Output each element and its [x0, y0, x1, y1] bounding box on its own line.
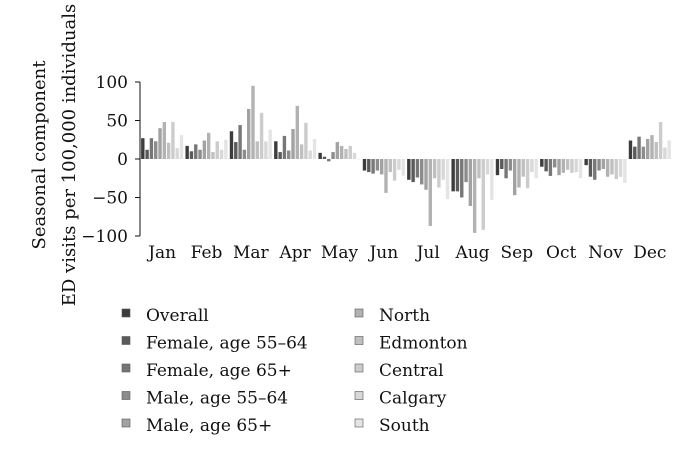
bar	[553, 159, 556, 167]
bar	[357, 159, 360, 160]
legend-swatch	[355, 419, 363, 427]
bar	[309, 151, 312, 159]
legend-label: North	[379, 306, 431, 326]
legend-swatch	[122, 364, 130, 372]
bar	[203, 141, 206, 159]
bar	[562, 159, 565, 173]
legend-label: Edmonton	[379, 333, 468, 354]
bar	[163, 122, 166, 159]
legend-label: Male, age 65+	[146, 416, 273, 436]
y-tick-label: −100	[81, 227, 128, 247]
bar	[593, 159, 596, 180]
legend-label: Calgary	[379, 388, 447, 409]
bar	[353, 153, 356, 159]
bar	[190, 151, 193, 159]
bar	[220, 150, 223, 159]
x-tick-label: Nov	[588, 243, 623, 263]
bar	[327, 159, 330, 161]
bar	[234, 142, 237, 159]
bar	[300, 144, 303, 159]
bar	[629, 141, 632, 159]
y-tick-label: −50	[92, 188, 128, 209]
bar	[464, 159, 467, 182]
bar	[185, 146, 188, 159]
bar	[424, 159, 427, 190]
bar	[340, 146, 343, 159]
legend	[122, 306, 468, 436]
bar	[437, 159, 440, 187]
bar	[420, 159, 423, 184]
bar	[230, 131, 233, 159]
bar	[584, 159, 587, 165]
legend-swatch	[355, 392, 363, 400]
bar	[331, 152, 334, 159]
bar	[247, 109, 250, 159]
bar	[500, 159, 503, 169]
bar	[540, 159, 543, 167]
bar	[141, 138, 144, 159]
bar	[637, 137, 640, 159]
bar	[486, 159, 489, 174]
legend-label: Female, age 55–64	[146, 333, 308, 354]
bar	[589, 159, 592, 177]
bar	[615, 159, 618, 179]
x-tick-label: Sep	[500, 243, 534, 263]
bar	[646, 139, 649, 159]
bar	[522, 159, 525, 177]
y-axis-label-line2: ED visits per 100,000 individuals	[59, 3, 80, 307]
bar	[606, 159, 609, 177]
y-axis-label-line1: Seasonal component	[29, 60, 50, 250]
bar	[243, 150, 246, 159]
bar	[530, 159, 533, 172]
x-tick-label: Feb	[190, 243, 223, 263]
bar	[504, 159, 507, 178]
bar	[557, 159, 560, 175]
bar	[407, 159, 410, 180]
legend-swatch	[122, 309, 130, 317]
bar	[304, 123, 307, 159]
bar	[513, 159, 516, 195]
bar	[401, 159, 404, 176]
bar	[619, 159, 622, 177]
bar	[575, 159, 578, 172]
bar	[389, 159, 392, 172]
bar	[180, 135, 183, 159]
bar	[633, 147, 636, 159]
legend-label: Overall	[146, 306, 209, 326]
bar	[318, 153, 321, 159]
legend-swatch	[355, 309, 363, 317]
bar	[433, 159, 436, 178]
bar	[659, 122, 662, 159]
y-tick-label: 100	[95, 73, 128, 93]
bar	[429, 159, 432, 226]
bar	[349, 146, 352, 159]
bar	[570, 159, 573, 173]
x-tick-label: Apr	[279, 243, 311, 263]
bar	[526, 159, 529, 188]
legend-swatch	[122, 337, 130, 345]
bar	[296, 106, 299, 159]
bar	[367, 159, 370, 172]
bar	[171, 122, 174, 159]
y-tick-label: 0	[117, 150, 128, 170]
legend-label: South	[379, 416, 430, 436]
bar	[397, 159, 400, 170]
bar	[469, 159, 472, 206]
bar	[460, 159, 463, 198]
bar	[145, 150, 148, 159]
legend-label: Male, age 55–64	[146, 388, 289, 409]
bar	[597, 159, 600, 171]
bar	[456, 159, 459, 191]
y-axis-label	[29, 4, 80, 306]
x-tick-label: Dec	[633, 243, 667, 263]
bar	[291, 129, 294, 159]
bar	[323, 157, 326, 159]
bar	[416, 159, 419, 177]
bar	[224, 140, 227, 159]
legend-swatch	[122, 419, 130, 427]
bar	[363, 159, 366, 171]
bar	[207, 133, 210, 159]
bar	[549, 159, 552, 176]
bar	[371, 159, 374, 174]
x-tick-label: Jun	[369, 243, 399, 263]
bar	[336, 142, 339, 159]
bar	[517, 159, 520, 187]
bar	[283, 136, 286, 159]
legend-label: Female, age 65+	[146, 361, 292, 381]
bar	[194, 144, 197, 159]
bar	[176, 148, 179, 159]
bars	[141, 86, 671, 233]
bar	[534, 159, 537, 178]
bar	[287, 151, 290, 159]
bar	[150, 138, 153, 159]
bar	[602, 159, 605, 169]
bar	[642, 147, 645, 159]
bar	[154, 141, 157, 159]
bar	[264, 141, 267, 159]
bar	[650, 135, 653, 159]
bar	[216, 141, 219, 159]
bar	[482, 159, 485, 230]
bar	[667, 141, 670, 159]
x-tick-label: Jan	[148, 243, 177, 263]
legend-swatch	[355, 337, 363, 345]
bar	[256, 141, 259, 159]
bar	[278, 152, 281, 159]
x-tick-label: Aug	[455, 243, 490, 263]
bar	[442, 159, 445, 180]
bar	[158, 128, 161, 159]
bar	[384, 159, 387, 193]
bar	[198, 150, 201, 159]
bar	[566, 159, 569, 170]
bar	[260, 113, 263, 159]
bar	[344, 149, 347, 159]
bar	[380, 159, 383, 174]
bar	[655, 142, 658, 159]
bar	[411, 159, 414, 182]
bar	[393, 159, 396, 181]
bar	[167, 143, 170, 159]
x-axis-ticks	[146, 243, 666, 263]
bar	[509, 159, 512, 171]
x-tick-label: Jul	[416, 243, 440, 263]
x-tick-label: Oct	[546, 243, 577, 263]
bar	[663, 147, 666, 159]
bar	[274, 141, 277, 159]
bar	[251, 86, 254, 159]
bar	[211, 152, 214, 159]
bar	[544, 159, 547, 171]
y-axis-ticks	[81, 73, 140, 247]
bar	[473, 159, 476, 233]
legend-label: Central	[379, 361, 444, 381]
bar	[477, 159, 480, 178]
bar	[268, 130, 271, 159]
bar	[238, 125, 241, 159]
bar	[579, 159, 582, 178]
x-tick-label: Mar	[232, 243, 269, 263]
bar	[623, 159, 626, 183]
bar	[451, 159, 454, 191]
x-tick-label: May	[320, 243, 359, 263]
y-tick-label: 50	[106, 111, 128, 132]
bar	[490, 159, 493, 200]
bar	[446, 159, 449, 199]
legend-swatch	[122, 392, 130, 400]
bar	[496, 159, 499, 175]
legend-swatch	[355, 364, 363, 372]
bar	[313, 139, 316, 159]
bar	[610, 159, 613, 174]
bar	[376, 159, 379, 171]
